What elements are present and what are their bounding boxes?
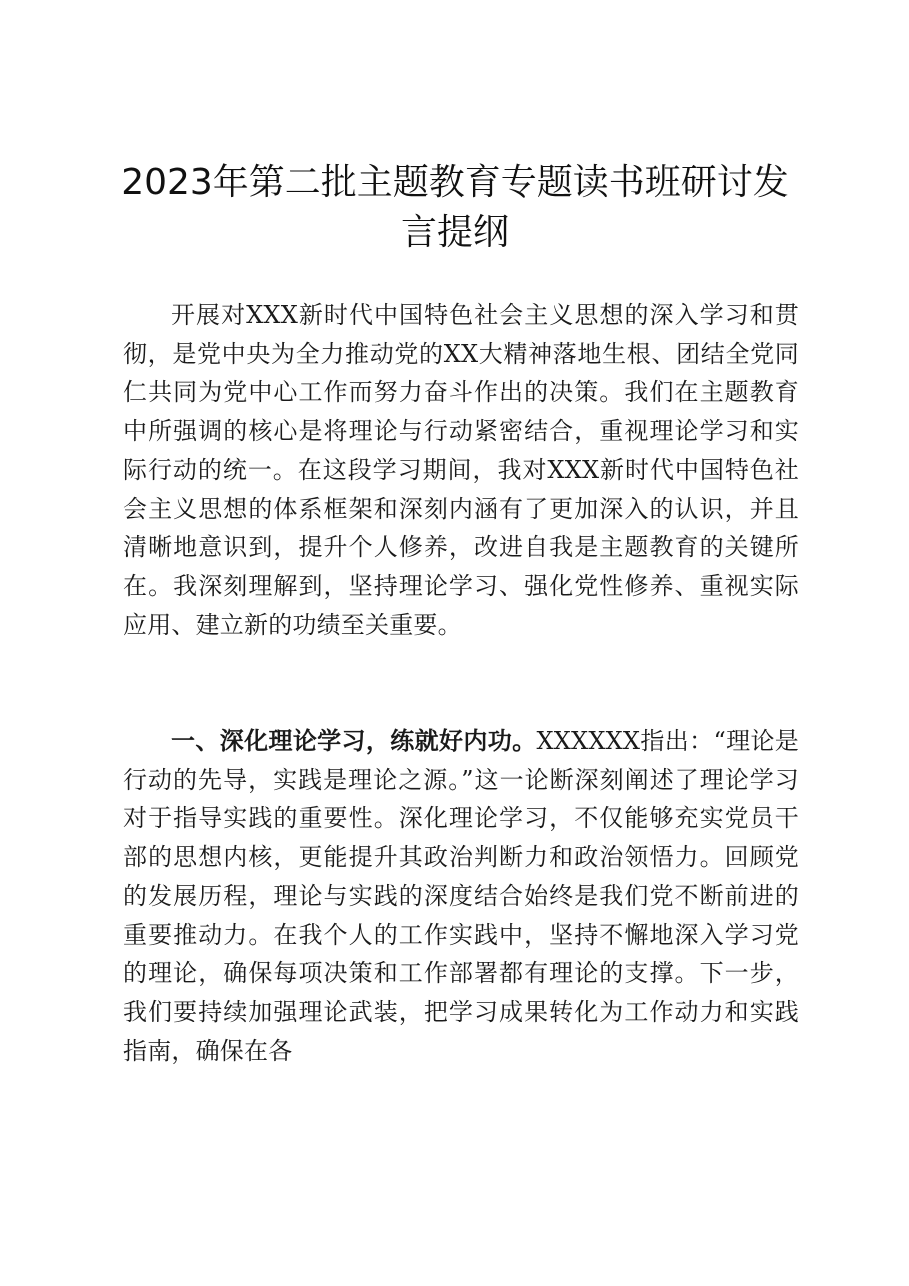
section-1-paragraph bbox=[123, 722, 799, 1070]
document-title: 2023年第二批主题教育专题读书班研讨发言提纲 bbox=[121, 162, 789, 253]
section-1-text: XXXXXX指出：“理论是行动的先导，实践是理论之源。”这一论断深刻阐述了理论学习对于指导实践的重要性。深化理论学习，不仅能够充实党员干部的思想内核，更能提升其政治判断力和政治领悟力。回顾党的发展历程，理论与实践的深度结合始终是我们党不断前进的重要推动力。在我个人的工作实践中，坚持不懈地深入学习党的理论，确保每项决策和工作部署都有理论的支撑。下一步，我们要持续加强理论武装，把学习成果转化为工作动力和实践指南，确保在各 bbox=[123, 727, 800, 1065]
intro-paragraph: 开展对XXX新时代中国特色社会主义思想的深入学习和贯彻，是党中央为全力推动党的XX大精神落地生根、团结全党同仁共同为党中心工作而努力奋斗作出的决策。我们在主题教育中所强调的核心是将理论与行动紧密结合，重视理论学习和实际行动的统一。在这段学习期间，我对XXX新时代中国特色社会主义思想的体系框架和深刻内涵有了更加深入的认识，并且清晰地意识到，提升个人修养，改进自我是主题教育的关键所在。我深刻理解到，坚持理论学习、强化党性修养、重视实际应用、建立新的功绩至关重要。 bbox=[123, 301, 799, 639]
section-1-heading: 一、深化理论学习，练就好内功。 bbox=[171, 727, 537, 755]
